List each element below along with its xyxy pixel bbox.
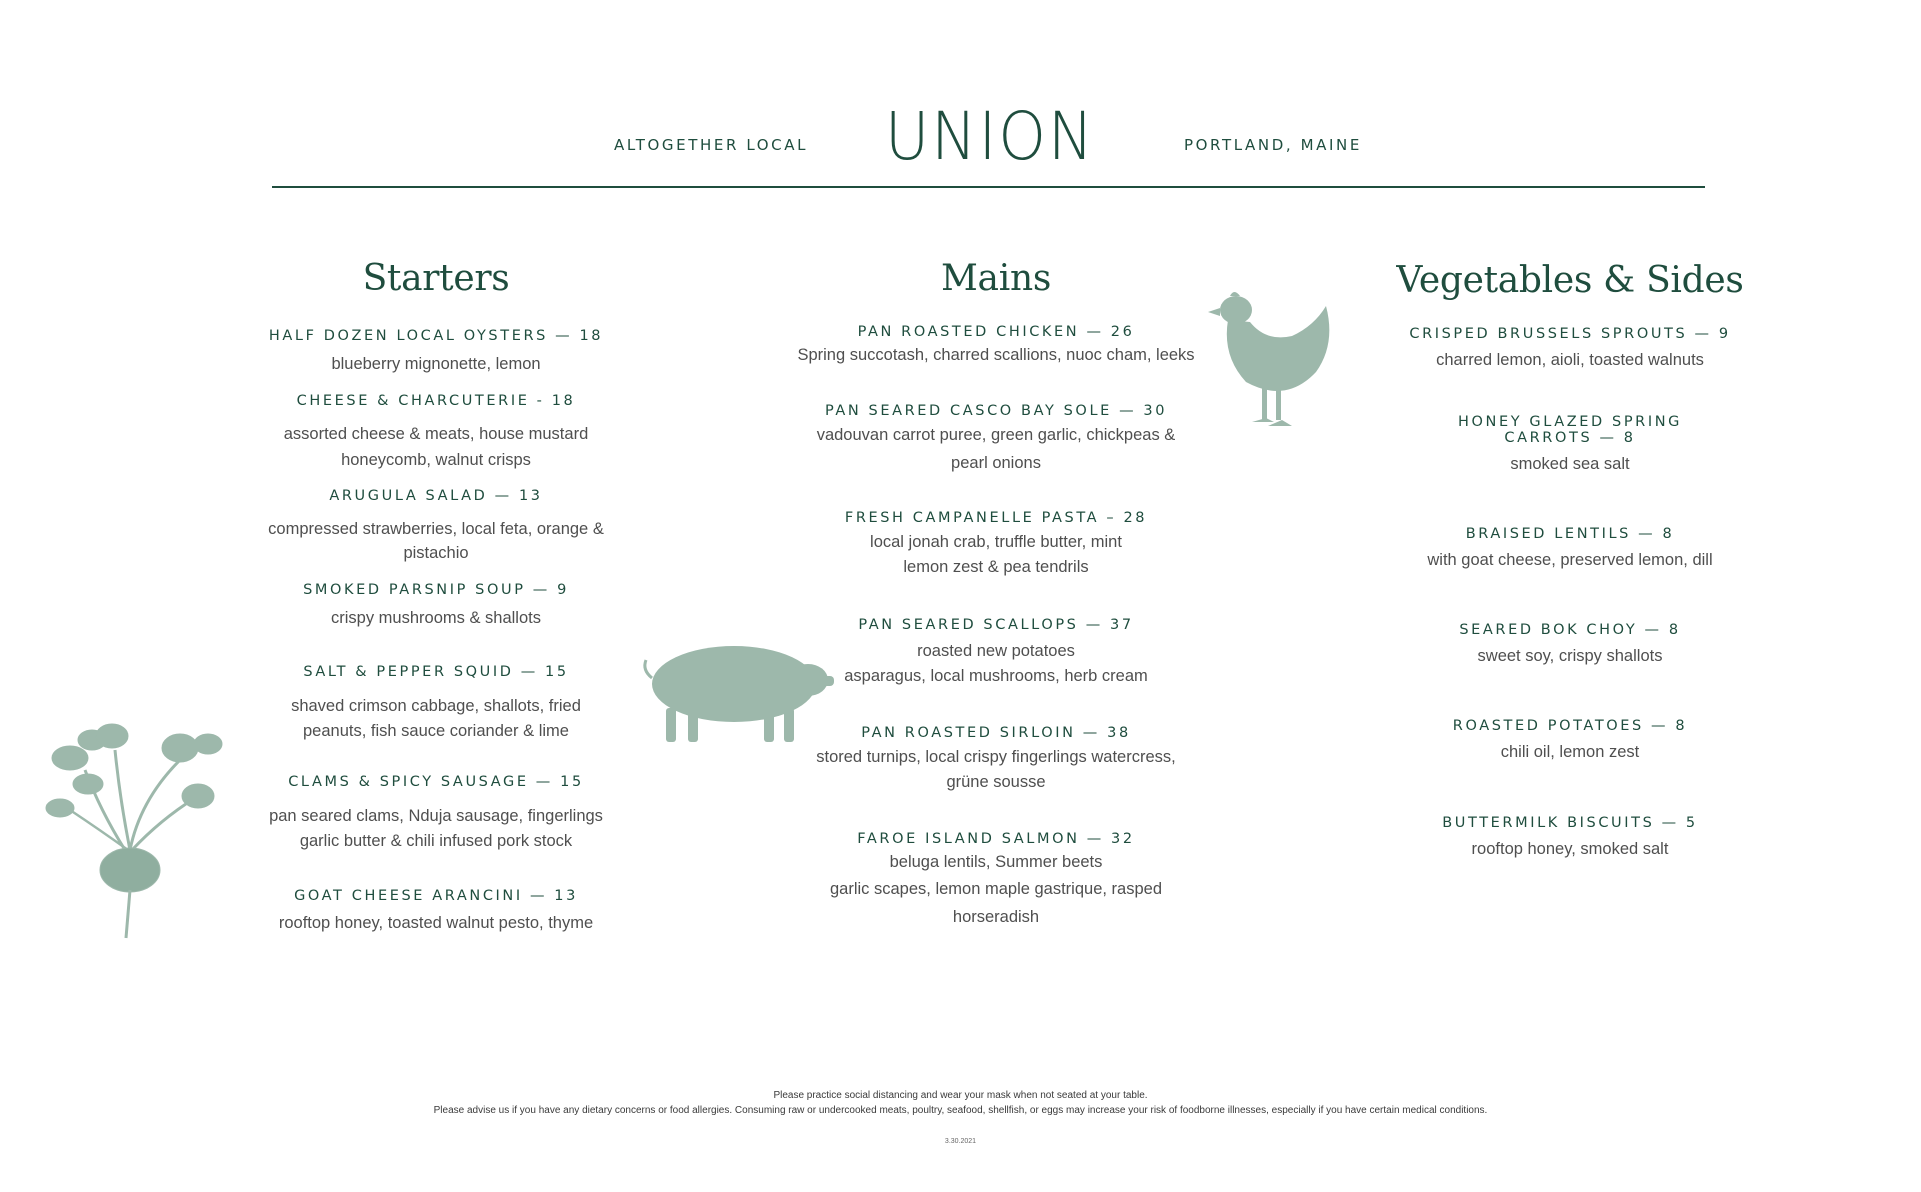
- menu-item-name: BRAISED LENTILS — 8: [1465, 526, 1675, 542]
- menu-item-desc: vadouvan carrot puree, green garlic, chickpeas &: [816, 426, 1176, 444]
- menu-item-desc: pan seared clams, Nduja sausage, fingerlings: [269, 807, 603, 825]
- beet-illustration: [30, 710, 240, 942]
- menu-item-desc: garlic butter & chili infused pork stock: [299, 832, 573, 850]
- menu-item-name: ROASTED POTATOES — 8: [1452, 718, 1688, 734]
- footer-notice: Please practice social distancing and wear your mask when not seated at your table.: [773, 1090, 1148, 1101]
- menu-item-name: FAROE ISLAND SALMON — 32: [857, 831, 1135, 847]
- menu-item-desc: peanuts, fish sauce coriander & lime: [303, 722, 569, 740]
- menu-item-name: PAN ROASTED SIRLOIN — 38: [861, 725, 1131, 741]
- menu-item-desc: blueberry mignonette, lemon: [331, 355, 541, 373]
- menu-item-desc: with goat cheese, preserved lemon, dill: [1427, 551, 1713, 569]
- menu-item-desc: chili oil, lemon zest: [1500, 743, 1640, 761]
- mains-section: [780, 0, 1212, 960]
- footer-allergy-notice: Please advise us if you have any dietary concerns or food allergies. Consuming raw or undercooked meats, poultry, seafood, shellfish, or eggs may increase your risk of foodborne illnesses, especially if you have certain medical conditions.: [433, 1105, 1488, 1116]
- menu-item-desc: lemon zest & pea tendrils: [903, 558, 1089, 576]
- menu-item-name: FRESH CAMPANELLE PASTA – 28: [844, 510, 1148, 526]
- tagline-right: PORTLAND, MAINE: [1184, 136, 1362, 154]
- starters-section: [250, 0, 622, 960]
- menu-item-desc: roasted new potatoes: [917, 642, 1075, 660]
- menu-item-desc: stored turnips, local crispy fingerlings watercress,: [816, 748, 1176, 766]
- footer-date: 3.30.2021: [944, 1138, 977, 1145]
- menu-item-name: SALT & PEPPER SQUID — 15: [303, 664, 569, 680]
- chicken-illustration: [1206, 286, 1342, 432]
- menu-item-name: BUTTERMILK BISCUITS — 5: [1442, 815, 1698, 831]
- menu-item-desc: asparagus, local mushrooms, herb cream: [844, 667, 1148, 685]
- sides-section: [1380, 0, 1760, 960]
- menu-item-name: ARUGULA SALAD — 13: [329, 488, 543, 504]
- menu-item-desc: garlic scapes, lemon maple gastrique, rasped: [829, 880, 1162, 898]
- logo: UNION: [884, 98, 1096, 175]
- menu-item-name: CARROTS — 8: [1504, 430, 1636, 446]
- menu-item-desc: pearl onions: [951, 454, 1041, 472]
- menu-item-desc: local jonah crab, truffle butter, mint: [870, 533, 1122, 551]
- menu-item-name: CRISPED BRUSSELS SPROUTS — 9: [1409, 326, 1731, 342]
- menu-item-name: SMOKED PARSNIP SOUP — 9: [303, 582, 569, 598]
- tagline-left: ALTOGETHER LOCAL: [614, 136, 809, 154]
- menu-item-desc: smoked sea salt: [1510, 455, 1630, 473]
- section-title: Vegetables & Sides: [1396, 260, 1744, 301]
- menu-item-desc: rooftop honey, toasted walnut pesto, thyme: [278, 914, 594, 932]
- menu-item-desc: charred lemon, aioli, toasted walnuts: [1436, 351, 1704, 369]
- menu-item-name: CLAMS & SPICY SAUSAGE — 15: [288, 774, 584, 790]
- menu-item-desc: beluga lentils, Summer beets: [889, 853, 1103, 871]
- menu-item-desc: sweet soy, crispy shallots: [1477, 647, 1663, 665]
- menu-item-desc: compressed strawberries, local feta, orange &: [268, 520, 604, 538]
- menu-item-name: CHEESE & CHARCUTERIE - 18: [296, 393, 576, 409]
- menu-item-name: PAN ROASTED CHICKEN — 26: [857, 324, 1135, 340]
- menu-item-name: PAN SEARED SCALLOPS — 37: [858, 617, 1134, 633]
- section-title: Mains: [941, 258, 1051, 299]
- menu-item-name: HALF DOZEN LOCAL OYSTERS — 18: [268, 328, 604, 344]
- menu-item-desc: shaved crimson cabbage, shallots, fried: [291, 697, 581, 715]
- menu-item-desc: honeycomb, walnut crisps: [341, 451, 531, 469]
- menu-item-name: GOAT CHEESE ARANCINI — 13: [294, 888, 578, 904]
- menu-item-desc: pistachio: [403, 544, 469, 562]
- menu-item-name: PAN SEARED CASCO BAY SOLE — 30: [824, 403, 1168, 419]
- section-title: Starters: [362, 258, 510, 299]
- menu-item-desc: crispy mushrooms & shallots: [331, 609, 541, 627]
- menu-item-desc: Spring succotash, charred scallions, nuoc cham, leeks: [797, 346, 1195, 364]
- menu-item-desc: rooftop honey, smoked salt: [1471, 840, 1669, 858]
- menu-item-desc: grüne sousse: [946, 773, 1046, 791]
- menu-item-desc: horseradish: [952, 908, 1040, 926]
- menu-item-desc: assorted cheese & meats, house mustard: [283, 425, 589, 443]
- menu-item-name: HONEY GLAZED SPRING: [1457, 414, 1682, 430]
- pig-illustration: [636, 632, 836, 744]
- menu-item-name: SEARED BOK CHOY — 8: [1459, 622, 1681, 638]
